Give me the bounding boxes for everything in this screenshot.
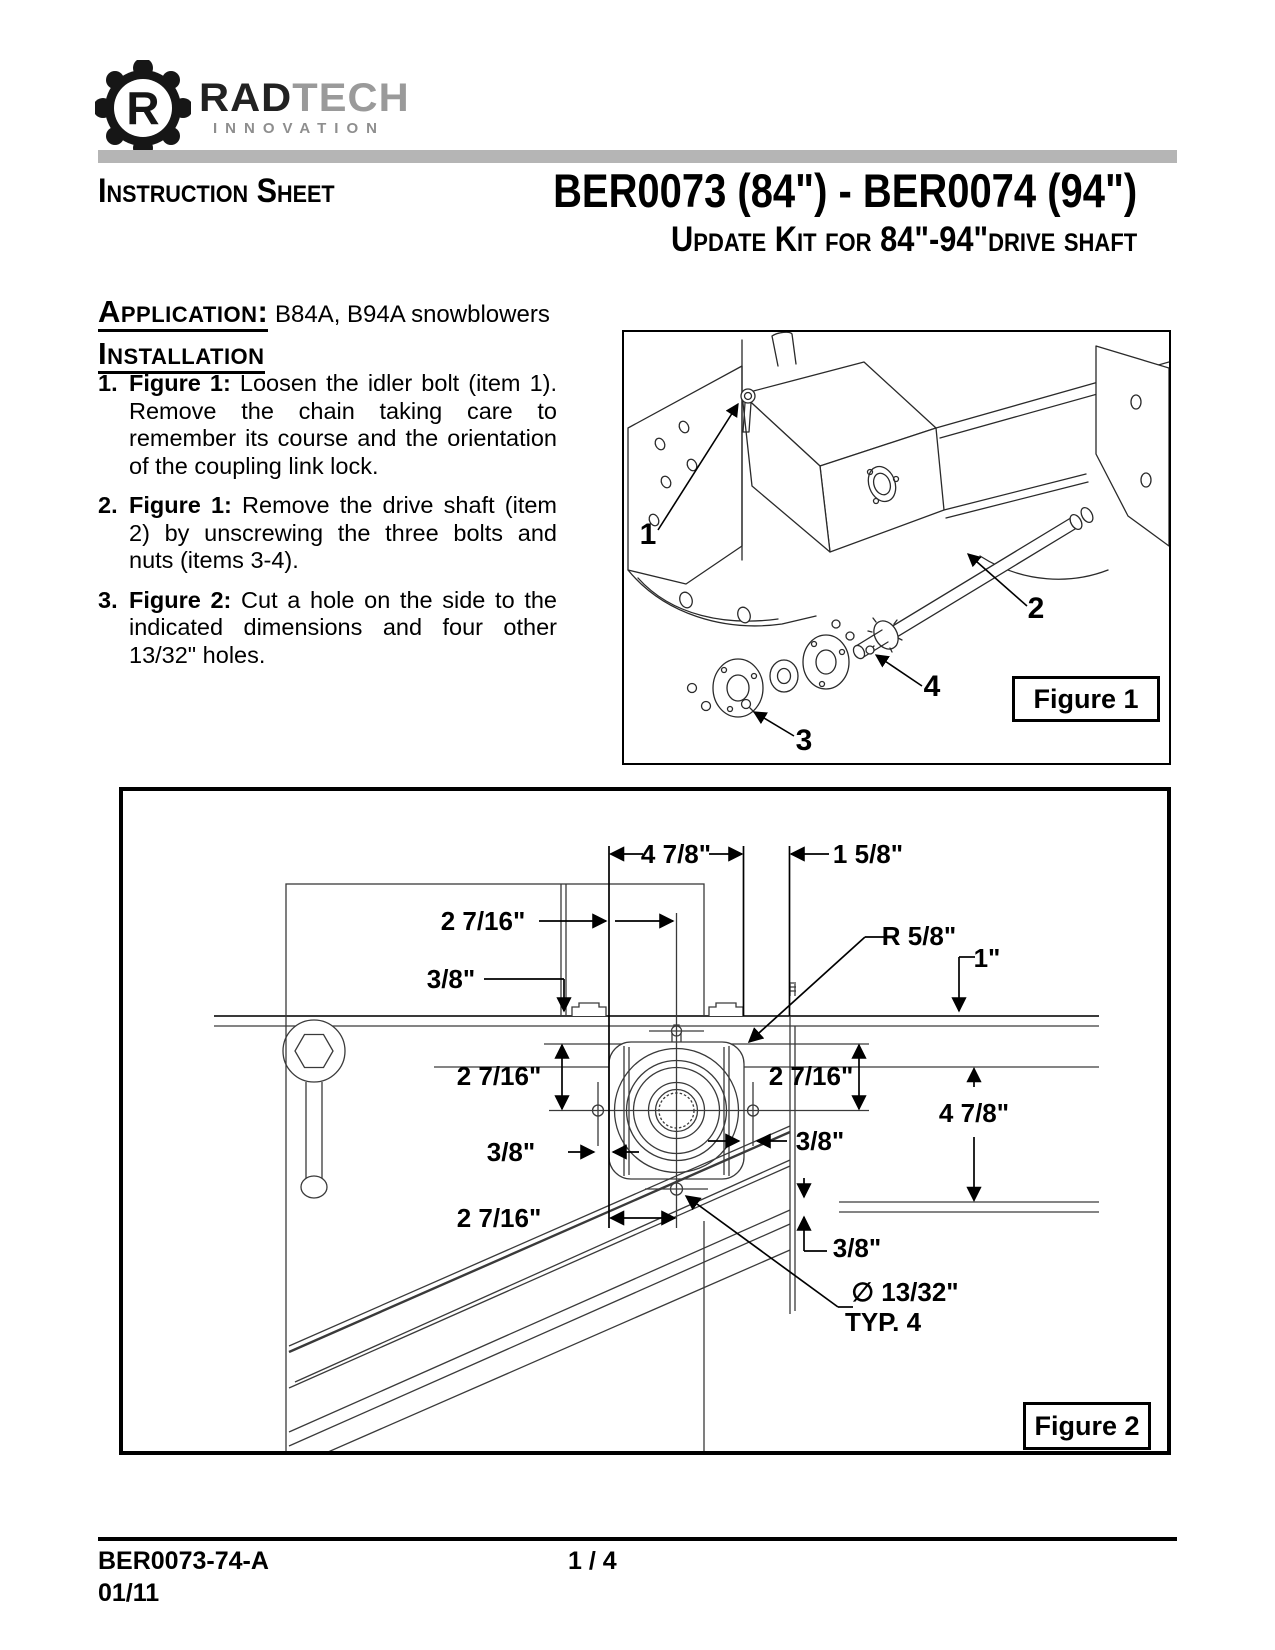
callout-4: 4 [923, 670, 941, 703]
header-divider-bar [98, 150, 1177, 163]
brand-tagline: INNOVATION [213, 120, 385, 137]
application-value: B84A, B94A snowblowers [274, 301, 550, 328]
installation-heading-wrap [98, 336, 265, 372]
dim-upper-3-8: 3/8" [426, 964, 476, 994]
callout-3: 3 [795, 724, 813, 757]
installation-steps [98, 370, 557, 681]
application-heading: Application: [98, 294, 268, 332]
figure-1-caption: Figure 1 [1012, 676, 1160, 722]
figure-2-drawing [119, 787, 1171, 1455]
dim-left-3-8: 3/8" [486, 1137, 536, 1167]
dim-bottom-2-7-16: 2 7/16" [456, 1203, 542, 1233]
dim-bottom-3-8: 3/8" [832, 1233, 882, 1263]
footer-page-number: 1 / 4 [568, 1547, 617, 1575]
dim-right-2-7-16: 2 7/16" [768, 1061, 854, 1091]
dim-top-1-5-8: 1 5/8" [832, 839, 904, 869]
radtech-logo [95, 60, 515, 155]
dim-upper-2-7-16: 2 7/16" [440, 906, 526, 936]
installation-heading: Installation [98, 336, 265, 374]
dim-typ-4: TYP. 4 [844, 1307, 922, 1337]
step-1-text: Loosen the idler bolt (item 1). Remove the chain taking care to remember its course and the orientation of the coupling link lock. [129, 370, 558, 479]
sheet-title: Instruction Sheet [98, 172, 335, 210]
dim-diameter-13-32: ∅ 13/32" [851, 1277, 959, 1307]
callout-2: 2 [1027, 592, 1045, 625]
step-1: 1. Figure 1: Loosen the idler bolt (item 1). Remove the chain taking care to remember its course and the orientation of the coupling link lock. [98, 370, 558, 479]
gear-logo-icon [95, 60, 191, 156]
document-title-block [450, 163, 1137, 260]
step-2: 2. Figure 1: Remove the drive shaft (item 2) by unscrewing the three bolts and nuts (items 3-4). [98, 492, 557, 573]
footer-date: 01/11 [98, 1579, 160, 1607]
step-3: 3. Figure 2: Cut a hole on the side to the indicated dimensions and four other 13/32" holes. [98, 586, 557, 668]
brand-wordmark: RADTECH [199, 76, 410, 120]
dim-left-2-7-16: 2 7/16" [456, 1061, 542, 1091]
kit-subtitle: Update Kit for 84"-94"drive shaft [670, 220, 1137, 259]
footer-rule [98, 1537, 1177, 1541]
callout-1: 1 [639, 518, 657, 551]
dim-right-3-8: 3/8" [795, 1126, 845, 1156]
figure-2-caption: Figure 2 [1023, 1402, 1151, 1450]
footer-doc-number: BER0073-74-A [98, 1547, 269, 1575]
dim-1-inch: 1" [973, 943, 1001, 973]
logo-monogram: R [126, 82, 160, 134]
dim-r-5-8: R 5/8" [881, 921, 957, 951]
dim-right-4-7-8: 4 7/8" [938, 1098, 1010, 1128]
step-2-text: Remove the drive shaft (item 2) by unscrewing the three bolts and nuts (items 3-4). [129, 492, 557, 573]
part-numbers-title: BER0073 (84") - BER0074 (94") [552, 164, 1137, 217]
application-line [98, 294, 550, 330]
step-3-text: Cut a hole on the side to the indicated dimensions and four other 13/32" holes. [129, 586, 557, 668]
dim-top-4-7-8: 4 7/8" [640, 839, 712, 869]
